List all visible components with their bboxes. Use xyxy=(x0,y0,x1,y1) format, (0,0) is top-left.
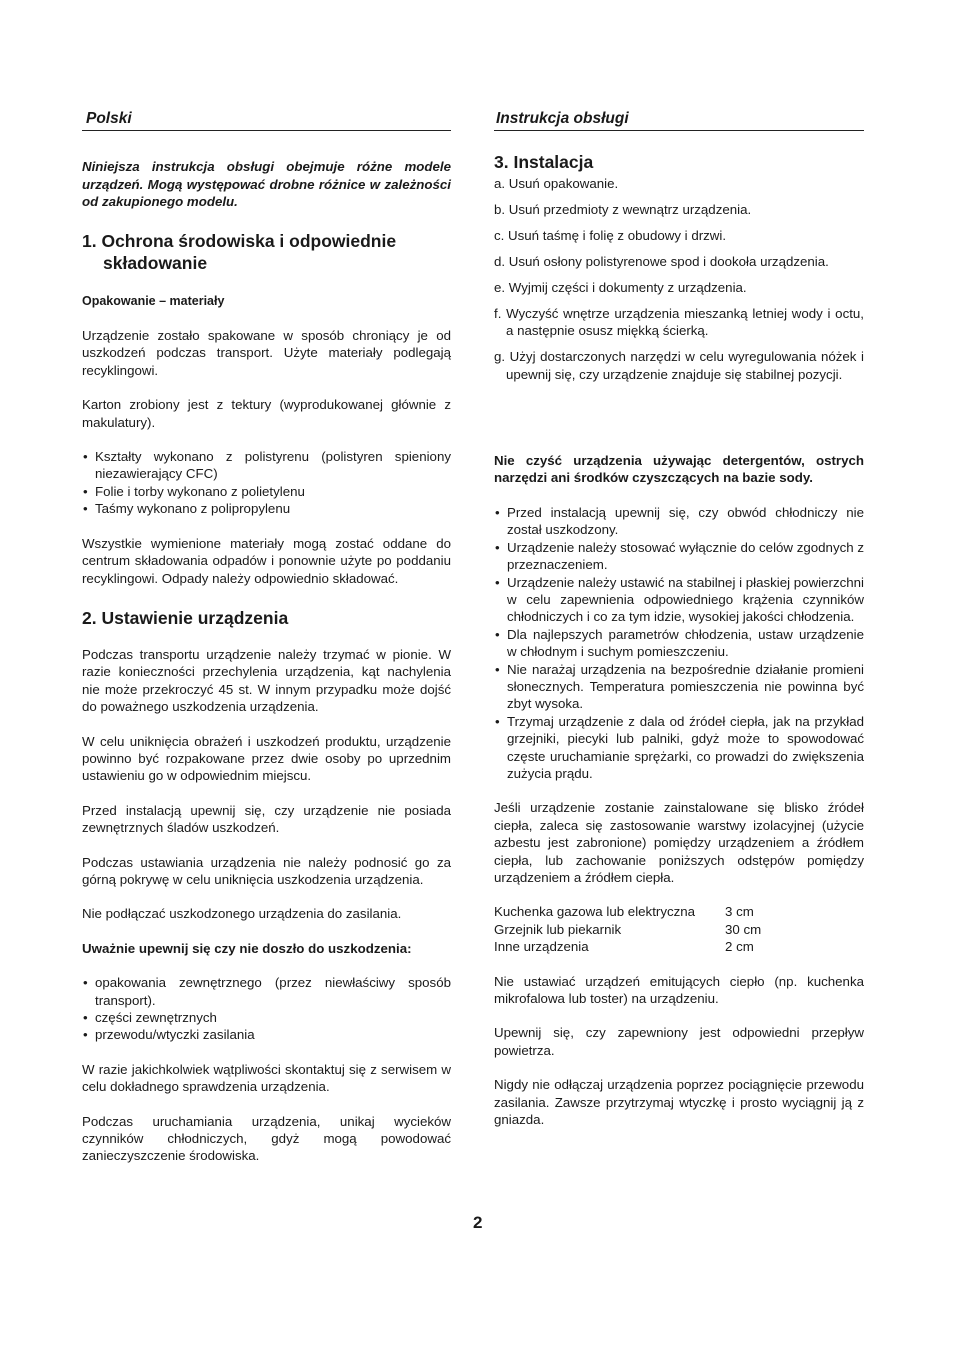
list-item: • części zewnętrznych xyxy=(82,1009,451,1026)
step-item: d. Usuń osłony polistyrenowe spod i dookoła urządzenia. xyxy=(494,254,829,270)
section2-paragraph: Nie podłączać uszkodzonego urządzenia do zasilania. xyxy=(82,906,402,922)
section1-paragraph: Wszystkie wymienione materiały mogą zostać oddane do centrum składowania odpadów i ponownie użyte po poddaniu recyklingowi. Odpady należy odpowiednio składować. xyxy=(82,535,451,586)
section3-paragraph: Jeśli urządzenie zostanie zainstalowane się blisko źródeł ciepła, zaleca się zastosowanie warstwy izolacyjnej (użycie azbestu jest zabronione) pomiędzy urządzeniem a źródłem ciepła, lub zachowanie poniższych odstępów pomiędzy urządzeniem a źródłem ciepła. xyxy=(494,800,864,885)
step-item: a. Usuń opakowanie. xyxy=(494,176,619,192)
distance-label: Grzejnik lub piekarnik xyxy=(494,921,622,937)
section3-paragraph: Nigdy nie odłączaj urządzenia poprzez pociągnięcie przewodu zasilania. Zawsze przytrzymaj wtyczkę i prosto wyciągnij ją z gniazda. xyxy=(494,1077,864,1128)
distance-value: 3 cm xyxy=(725,904,754,920)
right-header: Instrukcja obsługi xyxy=(494,108,864,131)
section1-title: 1. Ochrona środowiska i odpowiednie składowanie xyxy=(82,230,397,273)
section2-paragraph: W celu uniknięcia obrażeń i uszkodzeń produktu, urządzenie powinno być rozpakowane przez dwie osoby po uprzednim ustawieniu go w odpowiednim miejscu. xyxy=(82,733,451,784)
step-item: b. Usuń przedmioty z wewnątrz urządzenia. xyxy=(494,202,752,218)
list-item: • Taśmy wykonano z polipropylenu xyxy=(82,500,451,517)
installation-steps xyxy=(494,175,864,383)
left-header: Polski xyxy=(82,108,451,131)
page-number: 2 xyxy=(473,1213,483,1232)
list-item: • Dla najlepszych parametrów chłodzenia, ustaw urządzenie w chłodnym i suchym pomieszczeniu. xyxy=(494,626,864,661)
list-item: • przewodu/wtyczki zasilania xyxy=(82,1026,451,1043)
section2-paragraph: Podczas ustawiania urządzenia nie należy podnosić go za górną pokrywę w celu uniknięcia uszkodzenia urządzenia. xyxy=(82,854,451,887)
list-item: • Nie narażaj urządzenia na bezpośrednie działanie promieni słonecznych. Temperatura pomieszczenia nie powinna być zbyt wysoka. xyxy=(494,661,864,713)
section2-paragraph: Przed instalacją upewnij się, czy urządzenie nie posiada zewnętrznych śladów uszkodzeń. xyxy=(82,802,451,836)
section3-paragraph: Upewnij się, czy zapewniony jest odpowiedni przepływ powietrza. xyxy=(494,1025,864,1058)
section3-title: 3. Instalacja xyxy=(494,152,594,173)
materials-list xyxy=(82,448,451,518)
list-item: • Urządzenie należy ustawić na stabilnej i płaskiej powierzchni w celu zapewnienia odpowiedniego krążenia czynników chłodniczych i co za tym idzie, wysokiej jakości chłodzenia. xyxy=(494,574,864,626)
list-item: • Trzymaj urządzenie z dala od źródeł ciepła, jak na przykład grzejniki, piecyki lub palniki, gdyż może to spowodować częste uruchamianie sprężarki, co prowadzi do zwiększenia zużycia prądu. xyxy=(494,713,864,783)
damage-check-list xyxy=(82,974,451,1044)
list-item: • Przed instalacją upewnij się, czy obwód chłodniczy nie został uszkodzony. xyxy=(494,504,864,539)
section2-paragraph: Podczas uruchamiania urządzenia, unikaj wycieków czynników chłodniczych, gdyż mogą powodować zanieczyszczenie środowiska. xyxy=(82,1113,451,1164)
list-item: • Kształty wykonano z polistyrenu (polistyren spieniony niezawierający CFC) xyxy=(82,448,451,483)
section2-title: 2. Ustawienie urządzenia xyxy=(82,607,289,628)
step-item: f. Wyczyść wnętrze urządzenia mieszanką letniej wody i octu, a następnie osusz miękką ścierką. xyxy=(494,305,864,339)
packaging-subheading: Opakowanie – materiały xyxy=(82,293,225,308)
step-item: c. Usuń taśmę i folię z obudowy i drzwi. xyxy=(494,228,727,244)
list-item: • opakowania zewnętrznego (przez niewłaściwy sposób transport). xyxy=(82,974,451,1009)
section2-paragraph: W razie jakichkolwiek wątpliwości skontaktuj się z serwisem w celu dokładnego sprawdzenia urządzenia. xyxy=(82,1061,451,1095)
section1-paragraph: Urządzenie zostało spakowane w sposób chroniący je od uszkodzeń podczas transport. Użyte materiały podlegają recyklingowi. xyxy=(82,328,451,378)
distance-value: 30 cm xyxy=(725,921,762,937)
list-item: • Urządzenie należy stosować wyłącznie do celów zgodnych z przeznaczeniem. xyxy=(494,539,864,574)
intro-text: Niniejsza instrukcja obsługi obejmuje różne modele urządzeń. Mogą występować drobne różnice w zależności od zakupionego modelu. xyxy=(82,159,451,210)
left-column xyxy=(82,108,451,1165)
distance-label: Kuchenka gazowa lub elektryczna xyxy=(494,904,696,920)
section3-paragraph: Nie ustawiać urządzeń emitujących ciepło (np. kuchenka mikrofalowa lub toster) na urządzeniu. xyxy=(494,973,864,1007)
distance-label: Inne urządzenia xyxy=(494,939,589,955)
damage-check-heading: Uważnie upewnij się czy nie doszło do uszkodzenia: xyxy=(82,940,412,956)
installation-notes-list xyxy=(494,504,864,783)
right-column xyxy=(494,108,864,1128)
step-item: g. Użyj dostarczonych narzędzi w celu wyregulowania nóżek i upewnij się, czy urządzenie znajduje się stabilnej pozycji. xyxy=(494,349,864,382)
section2-paragraph: Podczas transportu urządzenie należy trzymać w pionie. W razie konieczności przechylenia urządzenia, kąt nachylenia nie może przekroczyć 45 st. W innym przypadku może dojść do poważnego uszkodzenia urządzenia. xyxy=(82,646,451,715)
distance-table xyxy=(494,903,864,955)
section1-paragraph: Karton zrobiony jest z tektury (wyprodukowanej głównie z makulatury). xyxy=(82,397,451,430)
distance-value: 2 cm xyxy=(725,939,754,955)
step-item: e. Wyjmij części i dokumenty z urządzenia. xyxy=(494,280,747,296)
list-item: • Folie i torby wykonano z polietylenu xyxy=(82,483,451,500)
cleaning-warning: Nie czyść urządzenia używając detergentów, ostrych narzędzi ani środków czyszczących na bazie sody. xyxy=(494,453,864,486)
